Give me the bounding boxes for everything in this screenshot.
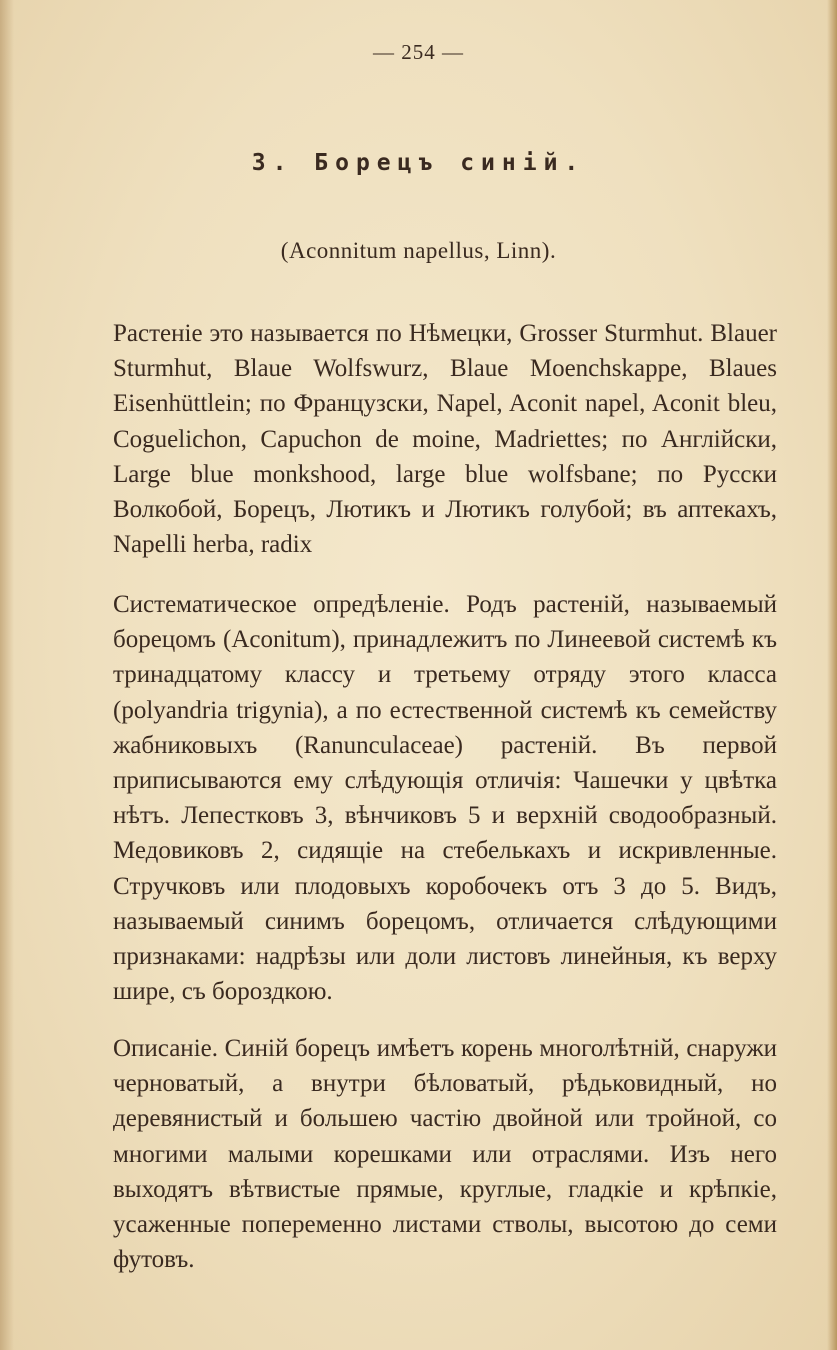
latin-name-subtitle: (Aconnitum napellus, Linn). xyxy=(280,238,557,263)
paragraph-systematic: Систематическое опредѣленіе. Родъ растеній, называемый борецомъ (Aconitum), принадлежитъ по Линеевой системѣ къ тринадцатому классу и третьему отряду этого класса (polyandria trigynia), а по естественной системѣ къ семейству жабниковыхъ (Ranunculaceae) растеній. Въ первой приписываются ему слѣдующія отличія: Чашечки у цвѣтка нѣтъ. Лепестковъ 3, вѣнчиковъ 5 и верхній сводообразный. Медовиковъ 2, сидящіе на стебелькахъ и искривленные. Стручковъ или плодовыхъ коробочекъ отъ 3 до 5. Видъ, называемый синимъ борецомъ, отличается слѣдующими признаками: надрѣзы или доли листовъ линейныя, къ верху шире, съ бороздкою. xyxy=(113,591,777,1006)
paragraph-description: Описаніе. Синій борецъ имѣетъ корень многолѣтній, снаружи черноватый, а внутри бѣловатый, рѣдьковидный, но деревянистый и большею частію двойной или тройной, со многими малыми корешками или отраслями. Изъ него выходятъ вѣтвистые прямые, круглые, гладкіе и крѣпкіе, усаженные попеременно листами стволы, высотою до семи футовъ. xyxy=(113,1035,777,1274)
page-right-edge xyxy=(827,0,837,1350)
page-number: — 254 — xyxy=(373,40,464,64)
page-left-edge xyxy=(0,0,14,1350)
paragraph-names: Растеніе это называется по Нѣмецки, Grosser Sturmhut. Blauer Sturmhut, Blaue Wolfswurz, Blaue Moenchskappe, Blaues Eisenhüttlein; по Французски, Napel, Aconit napel, Aconit bleu, Coguelichon, Capuchon de moine, Madriettes; по Англійски, Large blue monkshood, large blue wolfsbane; по Русски Волкобой, Борецъ, Лютикъ и Лютикъ голубой; въ аптекахъ, Napelli herba, radix xyxy=(113,320,777,559)
section-title: 3. Борецъ синій. xyxy=(251,150,586,176)
